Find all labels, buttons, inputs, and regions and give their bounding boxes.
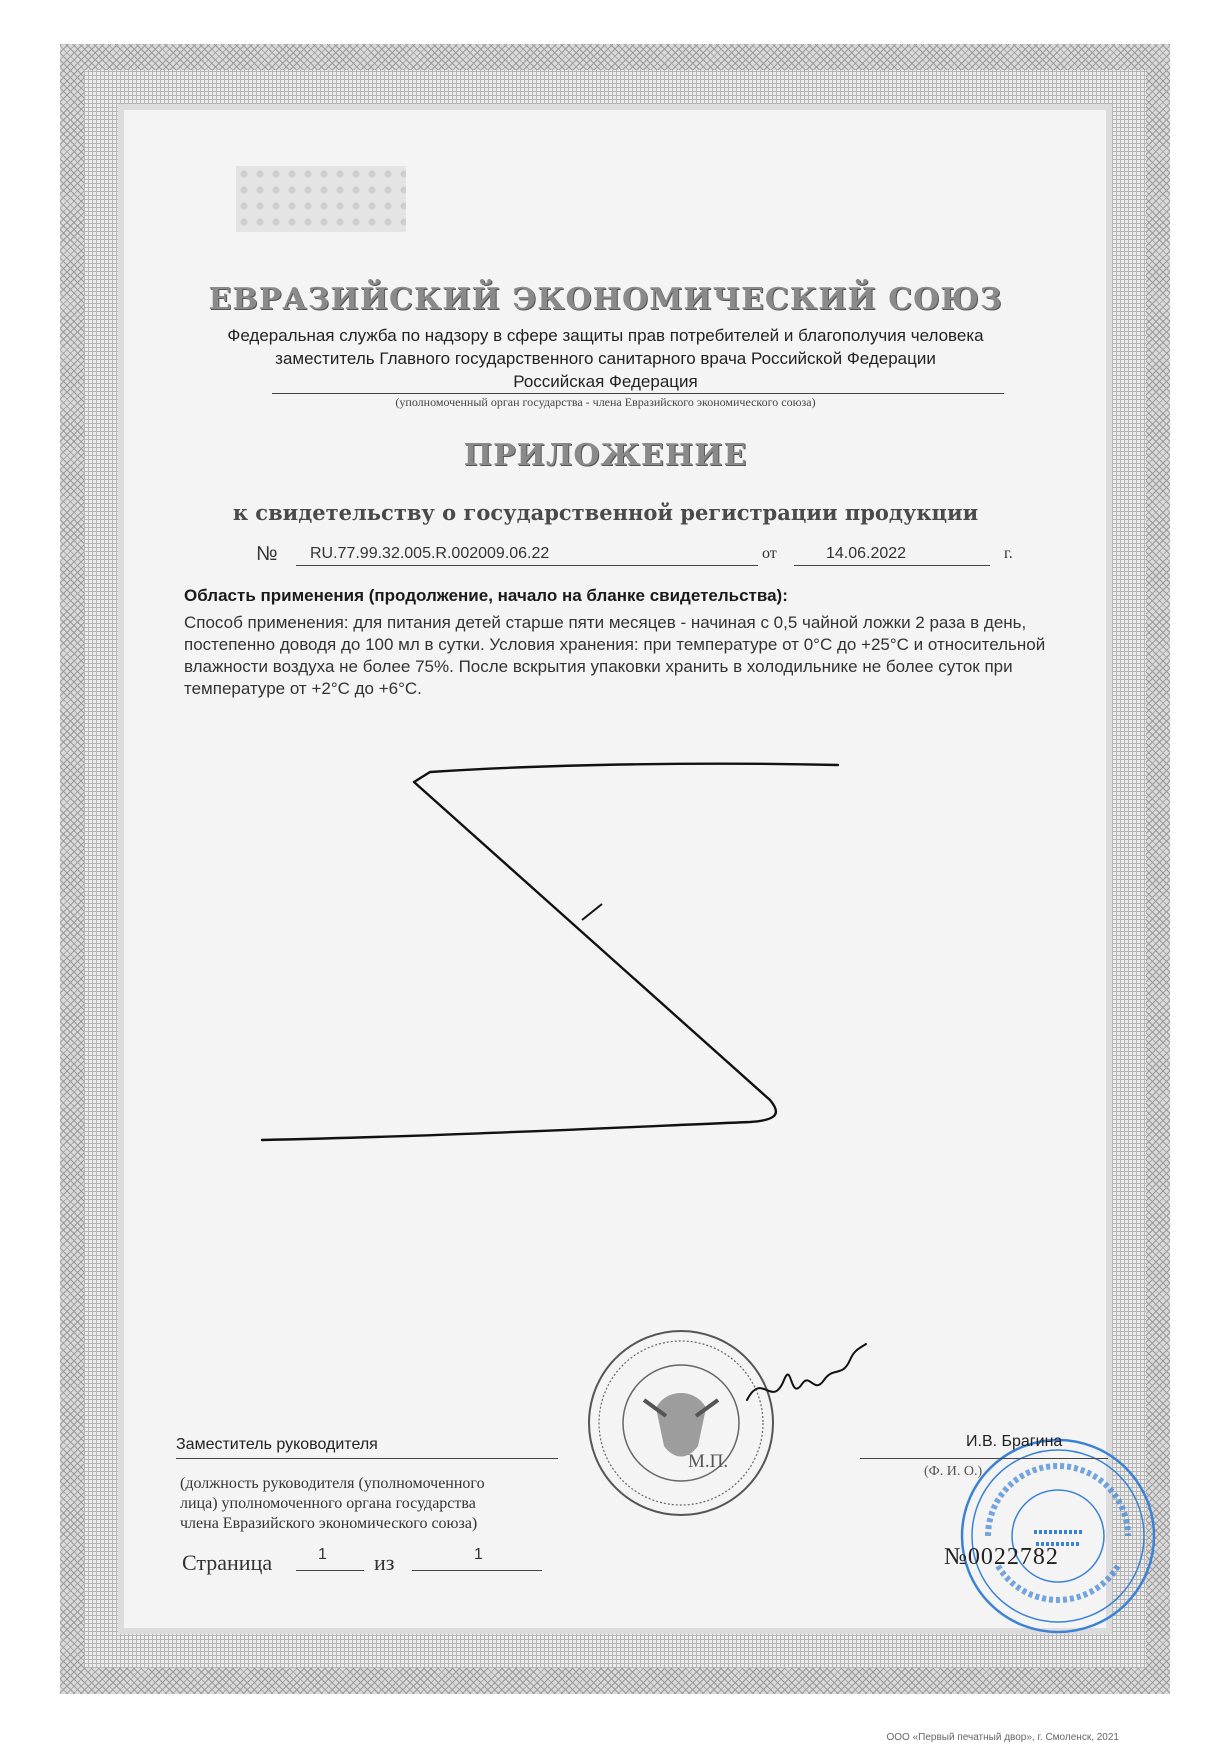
authority-caption: (уполномоченный орган государства - члена Евразийского экономического союза) <box>395 395 816 409</box>
blue-company-stamp <box>958 1436 1158 1636</box>
name-underline <box>860 1458 1108 1459</box>
position-caption-line-1: (должность руководителя (уполномоченного <box>180 1475 485 1492</box>
name-caption: (Ф. И. О.) <box>924 1464 983 1479</box>
authority-line-3: Российская Федерация <box>513 372 698 391</box>
signatory-name: И.В. Брагина <box>966 1433 1063 1450</box>
blank-space-z-mark <box>250 760 850 1150</box>
stamp-place-mark: М.П. <box>688 1451 729 1472</box>
registration-number: RU.77.99.32.005.R.002009.06.22 <box>310 545 550 562</box>
date-label: от <box>762 545 777 562</box>
hologram-security-patch <box>236 166 406 232</box>
authority-underline <box>272 393 1004 394</box>
page-total-underline <box>412 1570 542 1571</box>
signatory-position: Заместитель руководителя <box>176 1436 378 1453</box>
registration-date: 14.06.2022 <box>826 545 907 562</box>
form-serial-number: №0022782 <box>944 1544 1059 1570</box>
page-current-underline <box>296 1570 364 1571</box>
authority-line-1: Федеральная служба по надзору в сфере защиты прав потребителей и благополучия человека <box>227 326 984 345</box>
date-underline <box>794 565 990 566</box>
page-current: 1 <box>318 1546 327 1563</box>
appendix-subtitle: к свидетельству о государственной регистрации продукции <box>232 500 979 525</box>
scope-heading: Область применения (продолжение, начало на бланке свидетельства): <box>184 586 788 605</box>
scope-text: Способ применения: для питания детей старше пяти месяцев - начиная с 0,5 чайной ложки 2 раза в день, постепенно доводя до 100 мл в сутки. Условия хранения: при температуре от 0°С до +25°С и относительной влажности воздуха не более 75%. После вскрытия упаковки хранить в холодильнике не более суток при температуре от +2°С до +6°С. <box>184 613 1046 698</box>
year-suffix: г. <box>1004 545 1013 562</box>
position-caption-line-3: члена Евразийского экономического союза) <box>180 1515 478 1532</box>
number-underline <box>296 565 758 566</box>
appendix-title: ПРИЛОЖЕНИЕ <box>463 438 748 473</box>
number-label: № <box>256 543 278 565</box>
page-label: Страница <box>182 1550 273 1575</box>
position-caption-line-2: лица) уполномоченного органа государства <box>180 1495 476 1512</box>
position-underline <box>176 1458 558 1459</box>
authority-line-2: заместитель Главного государственного санитарного врача Российской Федерации <box>275 349 936 368</box>
page-of-label: из <box>374 1550 395 1575</box>
page-total: 1 <box>474 1546 483 1563</box>
printer-imprint: ООО «Первый печатный двор», г. Смоленск, 2021 <box>886 1732 1119 1743</box>
union-title: ЕВРАЗИЙСКИЙ ЭКОНОМИЧЕСКИЙ СОЮЗ <box>208 282 1003 317</box>
handwritten-signature <box>742 1340 872 1420</box>
